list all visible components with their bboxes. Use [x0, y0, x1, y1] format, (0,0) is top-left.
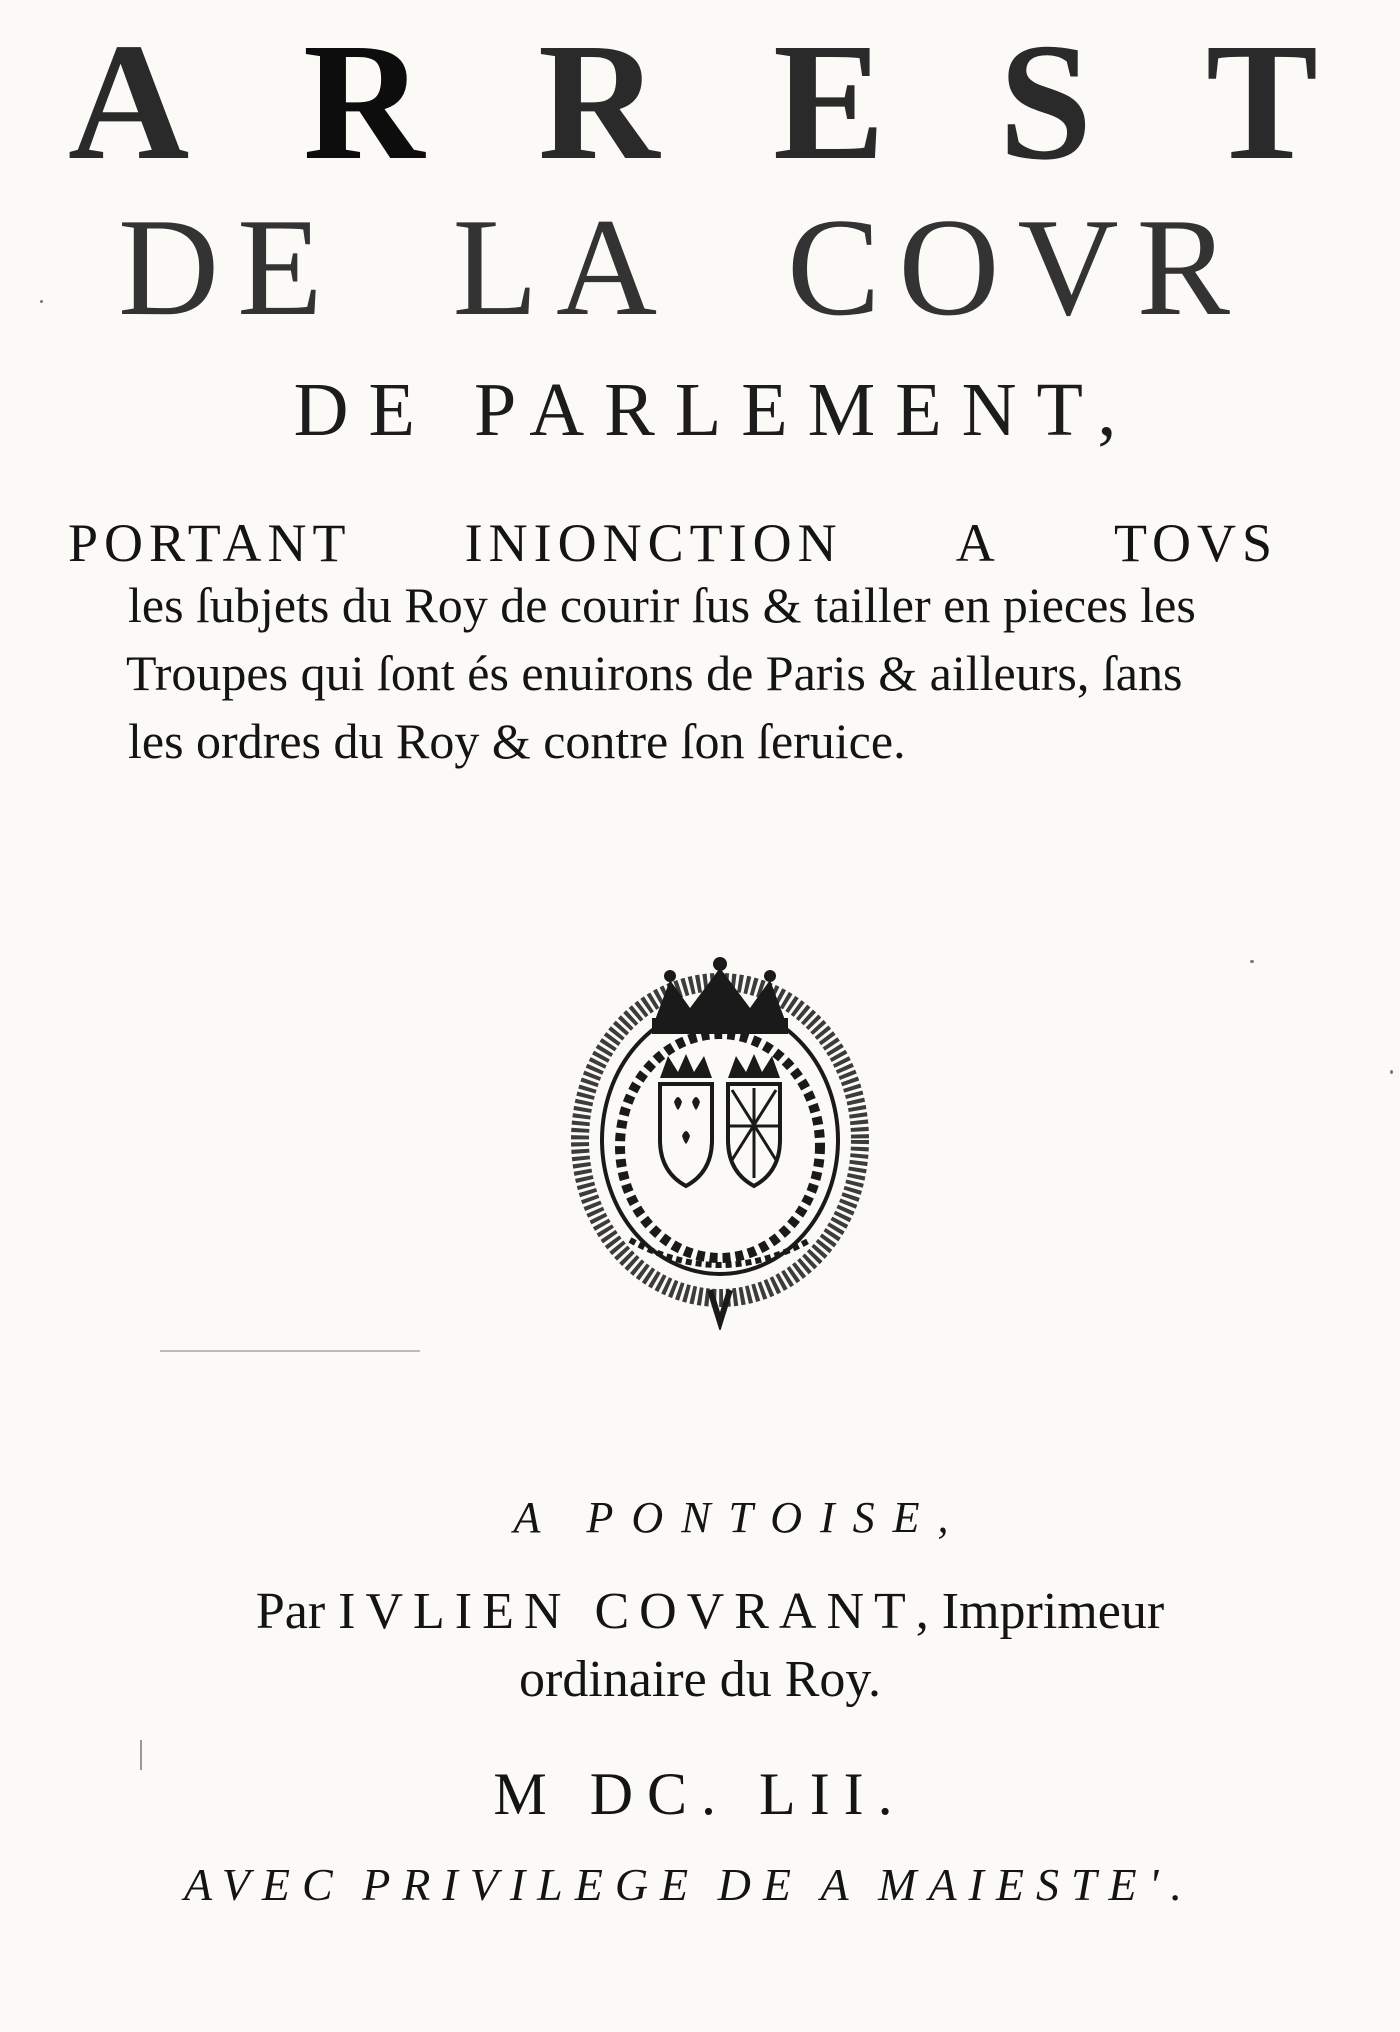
- title-letter: D: [118, 190, 220, 345]
- subtitle-line: les ordres du Roy & contre ſon ſeruice.: [128, 713, 906, 769]
- imprint-printer: [0, 1582, 1400, 1641]
- privilege-word: MAIESTE'.: [878, 1859, 1194, 1910]
- paper-speck: [1390, 1070, 1393, 1074]
- imprint-printer-title: ordinaire du Roy.: [519, 1651, 881, 1708]
- subtitle-word: PORTANT: [68, 513, 352, 573]
- title-word-la: [452, 190, 658, 345]
- privilege-word: PRIVILEGE: [362, 1859, 701, 1910]
- subtitle-line: les ſubjets du Roy de courir ſus & tailler en pieces les: [128, 577, 1196, 633]
- subtitle-word: A: [955, 513, 1001, 573]
- title-letter: S: [998, 9, 1095, 195]
- title-word-covr: [787, 190, 1230, 345]
- title-word-de: [118, 190, 323, 345]
- printer-name: IVLIEN COVRANT: [338, 1583, 916, 1640]
- title-letter: A: [68, 9, 192, 195]
- title-line-de-la-covr: [0, 190, 1400, 345]
- title-letter: E: [237, 190, 323, 345]
- paper-speck: [40, 300, 43, 303]
- title-letter: O: [898, 190, 1000, 345]
- royal-coat-of-arms-icon: [560, 950, 880, 1330]
- subtitle-word: INIONCTION: [464, 513, 843, 573]
- privilege-word: AVEC: [184, 1859, 345, 1910]
- title-line-arrest: [0, 9, 1400, 195]
- title-line-de-parlement: DE PARLEMENT,: [293, 368, 1137, 452]
- title-letter: R: [303, 9, 427, 195]
- title-letter: A: [556, 190, 658, 345]
- title-letter: C: [787, 190, 881, 345]
- title-letter: R: [1136, 190, 1230, 345]
- printer-prefix: Par: [255, 1583, 326, 1640]
- printer-suffix: , Imprimeur: [915, 1583, 1165, 1640]
- paper-speck: [160, 1350, 420, 1352]
- title-letter: R: [538, 9, 662, 195]
- subtitle-word: TOVS: [1113, 513, 1278, 573]
- paper-speck: [140, 1740, 142, 1770]
- title-letter: E: [773, 9, 888, 195]
- title-letter: L: [452, 190, 539, 345]
- title-letter: T: [1205, 9, 1320, 195]
- privilege-line: [184, 1858, 1194, 1911]
- paper-speck: [1250, 960, 1254, 963]
- imprint-year: M DC. LII.: [493, 1761, 907, 1827]
- imprint-place: A PONTOISE,: [513, 1493, 967, 1542]
- title-letter: V: [1017, 190, 1119, 345]
- subtitle-first-line: [68, 513, 1278, 573]
- privilege-word: A: [820, 1859, 861, 1910]
- privilege-word: DE: [717, 1859, 803, 1910]
- subtitle-line: Troupes qui ſont és enuirons de Paris & ailleurs, ſans: [126, 645, 1183, 701]
